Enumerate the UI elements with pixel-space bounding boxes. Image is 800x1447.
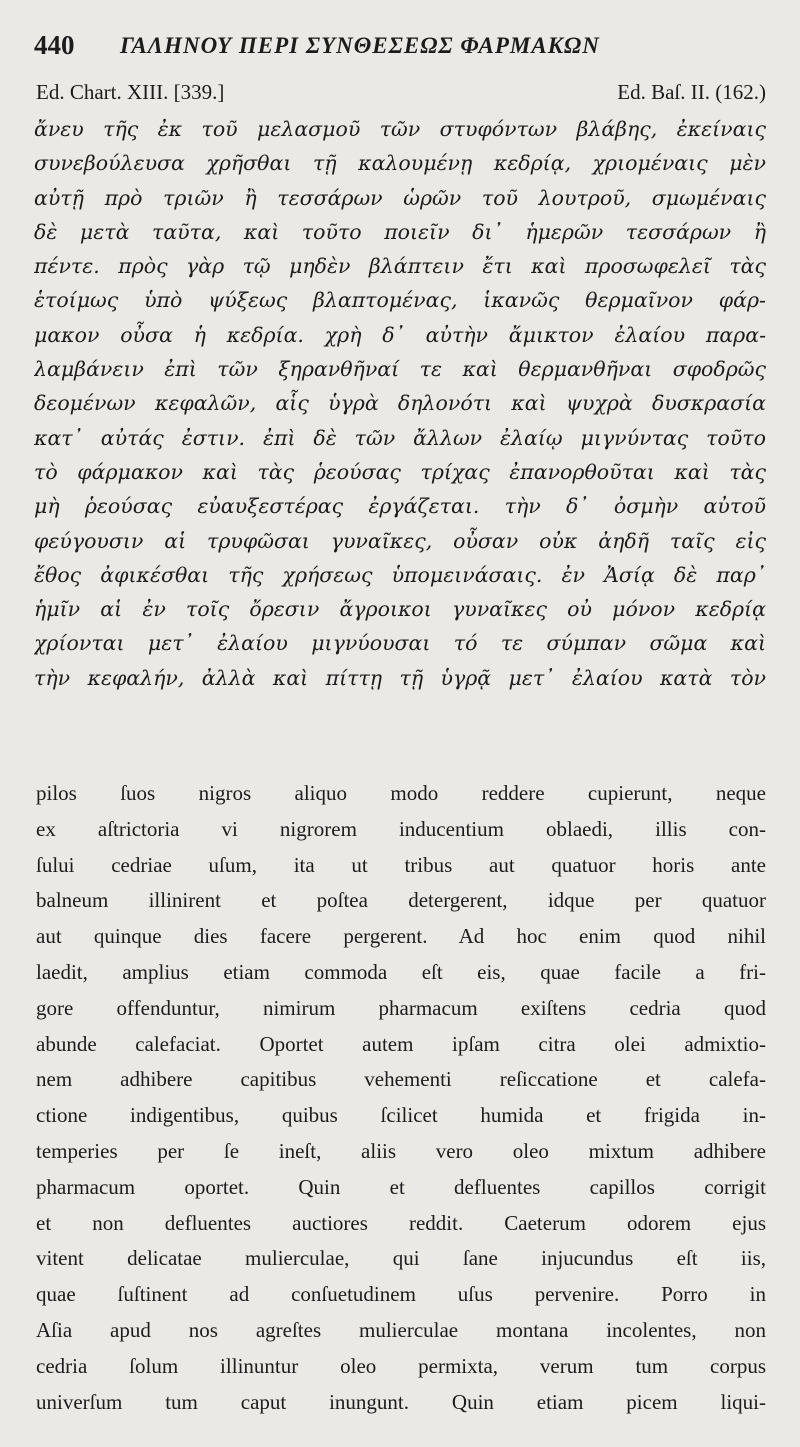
greek-text-line: κατ᾽ αὐτάς ἐστιν. ἐπὶ δὲ τῶν ἄλλων ἐλαίῳ μιγνύντας τοῦτο [34,425,766,450]
latin-text-line: aut quinque dies facere pergerent. Ad hoc enim quod nihil [36,924,766,949]
greek-text-block [34,112,766,695]
greek-text-line: μακον οὖσα ἡ κεδρία. χρὴ δ᾽ αὐτὴν ἄμικτον ἐλαίου παρα- [34,322,766,347]
latin-text-line: nem adhibere capitibus vehementi reſiccatione et calefa- [36,1067,766,1092]
latin-text-line: laedit, amplius etiam commoda eſt eis, quae facile a fri- [36,959,766,984]
latin-text-line: ctione indigentibus, quibus ſcilicet humida et frigida in- [36,1103,766,1128]
edition-reference-line [36,80,766,106]
edition-basel-ref: Ed. Baſ. II. (162.) [617,80,766,104]
latin-text-line: vitent delicatae mulierculae, qui ſane injucundus eſt iis, [36,1246,766,1271]
page-number: 440 [34,30,75,60]
latin-text-line: gore offenduntur, nimirum pharmacum exiſtens cedria quod [36,995,766,1020]
running-head [34,30,774,64]
latin-text-line: cedria ſolum illinuntur oleo permixta, verum tum corpus [36,1353,766,1378]
latin-text-line: pharmacum oportet. Quin et defluentes capillos corrigit [36,1174,766,1199]
greek-text-line: ἑτοίμως ὑπὸ ψύξεως βλαπτομένας, ἱκανῶς θερμαῖνον φάρ- [34,288,766,313]
greek-text-line: φεύγουσιν αἱ τρυφῶσαι γυναῖκες, οὖσαν οὐκ ἀηδῆ ταῖς εἰς [34,528,766,553]
greek-text-line: ἔθος ἀφικέσθαι τῆς χρήσεως ὑπομεινάσαις. ἐν Ἀσίᾳ δὲ παρ᾽ [34,562,766,587]
greek-text-line: συνεβούλευσα χρῆσθαι τῇ καλουμένῃ κεδρίᾳ, χριομέναις μὲν [34,151,766,176]
greek-text-line: τὸ φάρμακον καὶ τὰς ῥεούσας τρίχας ἐπανορθοῦται καὶ τὰς [34,459,766,484]
edition-chartier-ref: Ed. Chart. XIII. [339.] [36,80,225,104]
latin-text-line: univerſum tum caput inungunt. Quin etiam picem liqui- [36,1389,766,1414]
latin-text-line: abunde calefaciat. Oportet autem ipſam citra olei admixtio- [36,1031,766,1056]
greek-text-line: ἄνευ τῆς ἐκ τοῦ μελασμοῦ τῶν στυφόντων βλάβης, ἐκείναις [34,117,766,141]
latin-text-line: et non defluentes auctiores reddit. Caeterum odorem ejus [36,1210,766,1235]
latin-text-block [36,776,766,1420]
latin-text-line: temperies per ſe ineſt, aliis vero oleo mixtum adhibere [36,1138,766,1163]
greek-text-line: λαμβάνειν ἐπὶ τῶν ξηρανθῆναί τε καὶ θερμανθῆναι σφοδρῶς [34,357,766,382]
greek-text-line: αὐτῇ πρὸ τριῶν ἢ τεσσάρων ὡρῶν τοῦ λουτροῦ, σμωμέναις [34,185,766,210]
latin-text-line: ſului cedriae uſum, ita ut tribus aut quatuor horis ante [36,852,766,877]
latin-text-line: quae ſuſtinent ad conſuetudinem uſus pervenire. Porro in [36,1282,766,1307]
latin-text-line: ex aſtrictoria vi nigrorem inducentium oblaedi, illis con- [36,816,766,841]
latin-text-line: pilos ſuos nigros aliquo modo reddere cupierunt, neque [36,781,766,805]
latin-text-line: Aſia apud nos agreſtes mulierculae montana incolentes, non [36,1317,766,1342]
greek-text-line: χρίονται μετ᾽ ἐλαίου μιγνύουσαι τό τε σύμπαν σῶμα καὶ [34,631,766,656]
greek-text-line: τὴν κεφαλήν, ἀλλὰ καὶ πίττῃ τῇ ὑγρᾷ μετ᾽ ἐλαίου κατὰ τὸν [34,665,766,690]
greek-text-line: πέντε. πρὸς γὰρ τῷ μηδὲν βλάπτειν ἔτι καὶ προσωφελεῖ τὰς [34,254,766,279]
latin-text-line: balneum illinirent et poſtea detergerent, idque per quatuor [36,888,766,913]
greek-text-line: ἡμῖν αἱ ἐν τοῖς ὄρεσιν ἄγροικοι γυναῖκες οὐ μόνον κεδρίᾳ [34,597,766,622]
running-title: ΓΑΛΗΝΟΥ ΠΕΡΙ ΣΥΝΘΕΣΕΩΣ ΦΑΡΜΑΚΩΝ [120,33,600,58]
greek-text-line: μὴ ῥεούσας εὐαυξεστέρας ἐργάζεται. τὴν δ᾽ ὀσμὴν αὐτοῦ [34,494,766,519]
greek-text-line: δὲ μετὰ ταῦτα, καὶ τοῦτο ποιεῖν δι᾽ ἡμερῶν τεσσάρων ἢ [34,219,766,244]
greek-text-line: δεομένων κεφαλῶν, αἷς ὑγρὰ δηλονότι καὶ ψυχρὰ δυσκρασία [34,391,766,416]
